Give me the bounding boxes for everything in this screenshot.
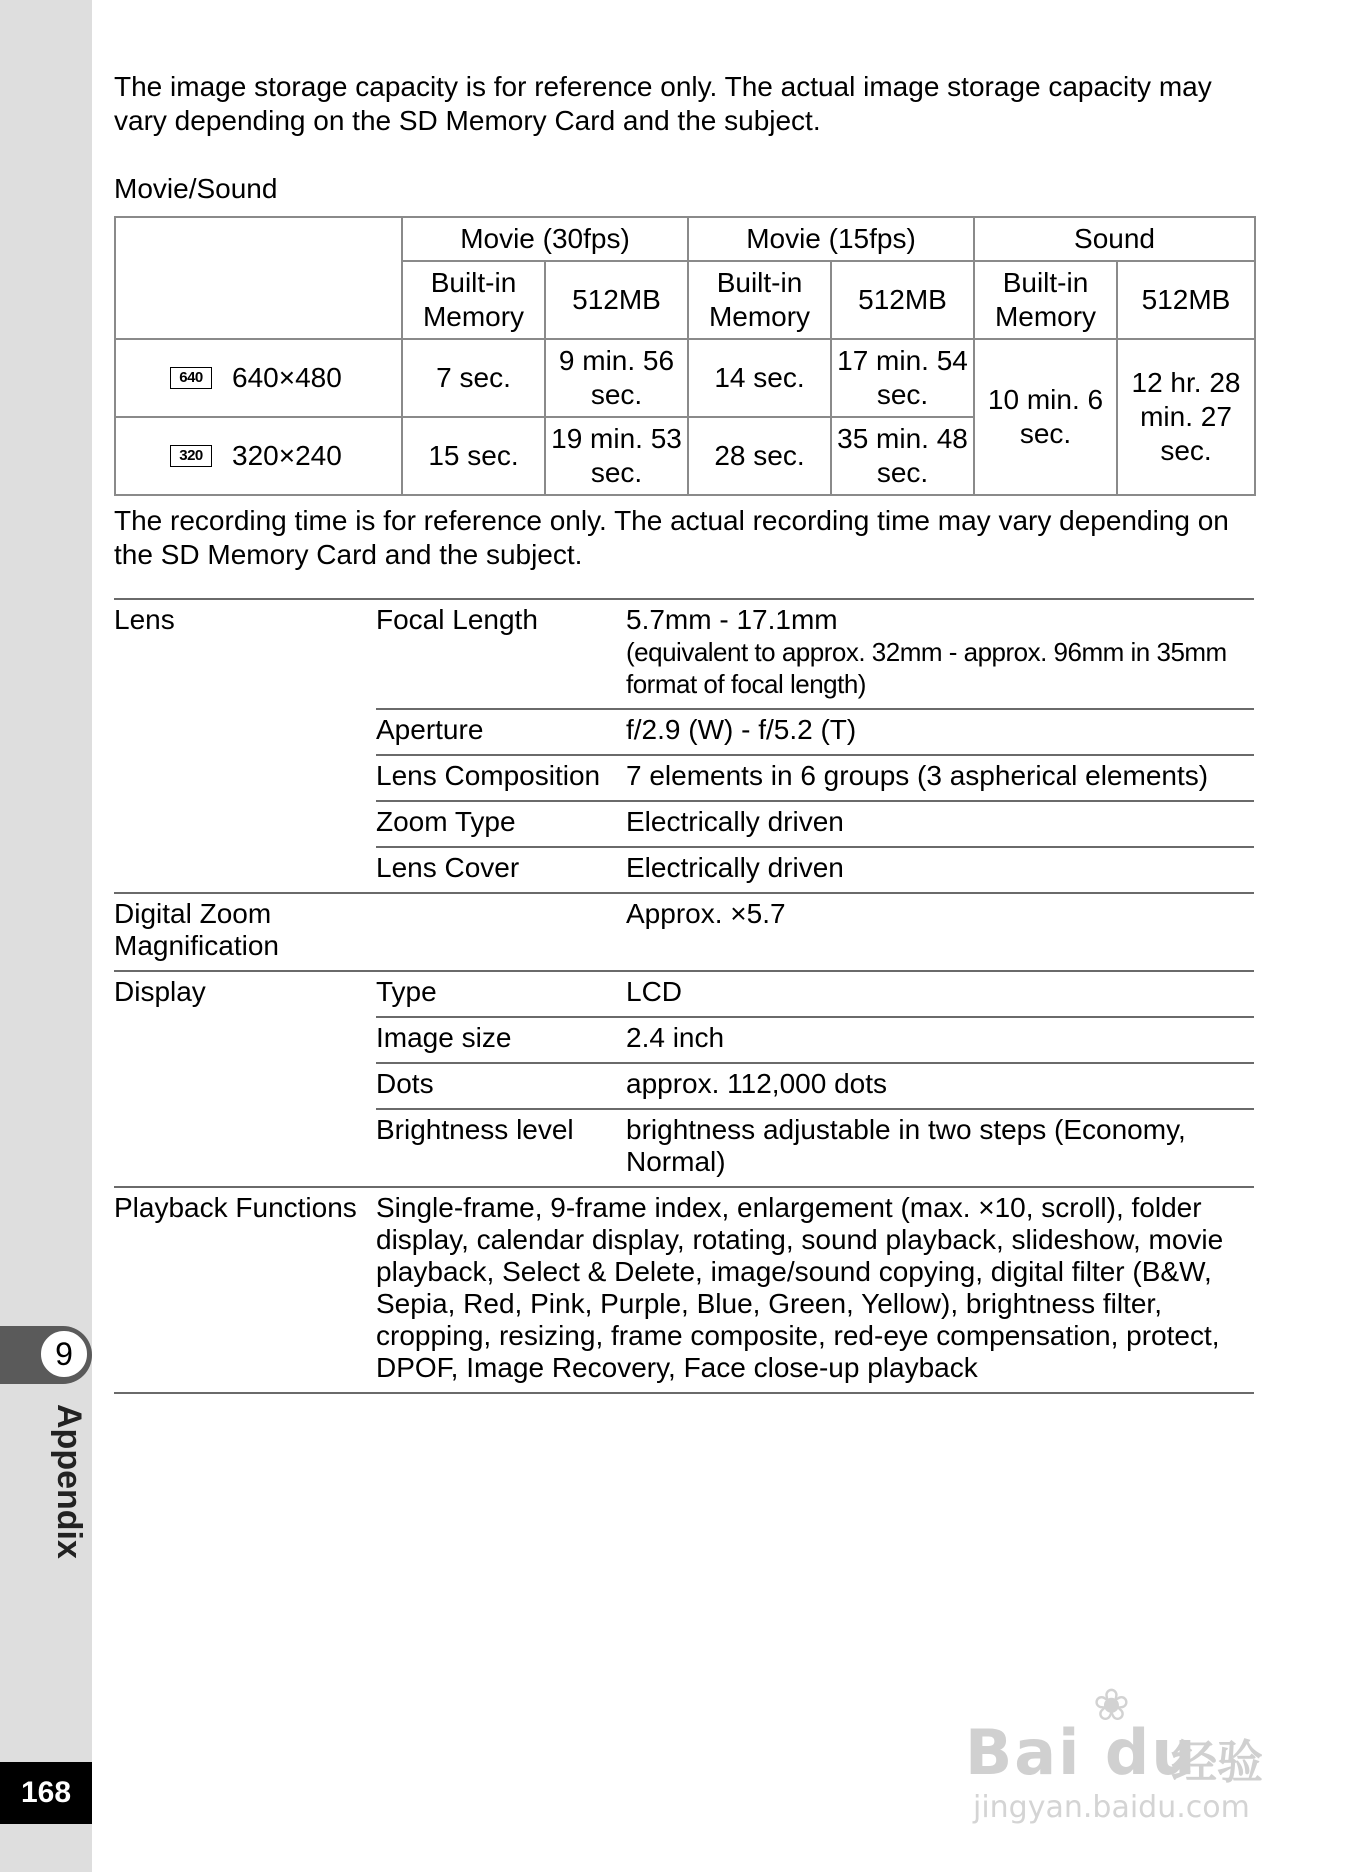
- spec-label-playback: Playback Functions: [114, 1187, 376, 1393]
- subheader-builtin: Built-in Memory: [974, 261, 1117, 339]
- spec-value-lens-composition: 7 elements in 6 groups (3 aspherical elements): [626, 755, 1254, 801]
- m15-builtin-cell: 14 sec.: [688, 339, 831, 417]
- spec-label-lens: Lens: [114, 599, 376, 709]
- watermark-brand: Bai du: [965, 1716, 1198, 1789]
- spec-value-focal-length: [626, 599, 1254, 709]
- table-corner: [115, 217, 402, 339]
- spec-sub-zoom-type: Zoom Type: [376, 801, 626, 847]
- resolution-640-icon: 640: [170, 367, 212, 389]
- subheader-512mb: 512MB: [831, 261, 974, 339]
- spec-sub-lens-composition: Lens Composition: [376, 755, 626, 801]
- spec-sub-aperture: Aperture: [376, 709, 626, 755]
- spec-row: [114, 801, 1254, 847]
- m30-512-cell: 19 min. 53 sec.: [545, 417, 688, 495]
- spec-value-zoom-type: Electrically driven: [626, 801, 1254, 847]
- spec-row: [114, 709, 1254, 755]
- resolution-cell: [115, 417, 402, 495]
- watermark-cn: 经验: [1171, 1735, 1263, 1789]
- spec-value-lens-cover: Electrically driven: [626, 847, 1254, 893]
- subheader-512mb: 512MB: [1117, 261, 1255, 339]
- spec-value-type: LCD: [626, 971, 1254, 1017]
- section-title: Movie/Sound: [114, 173, 278, 204]
- spec-label-digital-zoom: Digital Zoom Magnification: [114, 893, 376, 971]
- spec-row: [114, 847, 1254, 893]
- spec-row: [114, 1187, 1254, 1393]
- m15-builtin-cell: 28 sec.: [688, 417, 831, 495]
- baidu-watermark: [965, 1680, 1285, 1830]
- m15-512-cell: 35 min. 48 sec.: [831, 417, 974, 495]
- recording-note: The recording time is for reference only. The actual recording time may vary depending on the SD Memory Card and the subject.: [114, 505, 1229, 570]
- resolution-label: 640×480: [232, 362, 342, 393]
- spec-sub-type: Type: [376, 971, 626, 1017]
- spec-row: [114, 755, 1254, 801]
- spec-table: [114, 598, 1254, 1394]
- page-number: 168: [0, 1762, 92, 1824]
- spec-label-display: Display: [114, 971, 376, 1017]
- spec-row: [114, 599, 1254, 709]
- spec-value-playback: Single-frame, 9-frame index, enlargement (max. ×10, scroll), folder display, calendar display, rotating, sound playback, slideshow, movie playback, Select & Delete, image/sound copying, digital filter (B&W, Sepia, Red, Pink, Purple, Blue, Green, Yellow), brightness filter, cropping, resizing, frame composite, red-eye compensation, protect, DPOF, Image Recovery, Face close-up playback: [376, 1187, 1254, 1393]
- spec-row: [114, 1063, 1254, 1109]
- spec-sub-image-size: Image size: [376, 1017, 626, 1063]
- m30-512-cell: 9 min. 56 sec.: [545, 339, 688, 417]
- resolution-320-icon: 320: [170, 445, 212, 467]
- m30-builtin-cell: 15 sec.: [402, 417, 545, 495]
- header-sound: Sound: [974, 217, 1255, 261]
- chapter-number: 9: [39, 1329, 89, 1379]
- sound-512-cell: 12 hr. 28 min. 27 sec.: [1117, 339, 1255, 495]
- spec-value-dots: approx. 112,000 dots: [626, 1063, 1254, 1109]
- resolution-cell: [115, 339, 402, 417]
- m30-builtin-cell: 7 sec.: [402, 339, 545, 417]
- spec-value-brightness-level: brightness adjustable in two steps (Economy, Normal): [626, 1109, 1254, 1187]
- focal-length-value: 5.7mm - 17.1mm: [626, 604, 838, 635]
- chapter-label: Appendix: [50, 1404, 88, 1559]
- movie-sound-table: [114, 216, 1256, 496]
- spec-sub-dots: Dots: [376, 1063, 626, 1109]
- spec-row: [114, 1017, 1254, 1063]
- sound-builtin-cell: 10 min. 6 sec.: [974, 339, 1117, 495]
- spec-value-digital-zoom: Approx. ×5.7: [626, 893, 1254, 971]
- spec-row: [114, 1109, 1254, 1187]
- subheader-builtin: Built-in Memory: [688, 261, 831, 339]
- page-content: [114, 70, 1254, 1394]
- table-row: [115, 339, 1255, 417]
- spec-sub-brightness-level: Brightness level: [376, 1109, 626, 1187]
- subheader-builtin: Built-in Memory: [402, 261, 545, 339]
- m15-512-cell: 17 min. 54 sec.: [831, 339, 974, 417]
- spec-row: [114, 971, 1254, 1017]
- subheader-512mb: 512MB: [545, 261, 688, 339]
- header-movie-15fps: Movie (15fps): [688, 217, 974, 261]
- spec-value-aperture: f/2.9 (W) - f/5.2 (T): [626, 709, 1254, 755]
- storage-note: The image storage capacity is for reference only. The actual image storage capacity may vary depending on the SD Memory Card and the subject.: [114, 71, 1212, 136]
- spec-row: [114, 893, 1254, 971]
- header-movie-30fps: Movie (30fps): [402, 217, 688, 261]
- spec-sub-lens-cover: Lens Cover: [376, 847, 626, 893]
- watermark-url: jingyan.baidu.com: [973, 1790, 1250, 1825]
- spec-sub-focal-length: Focal Length: [376, 599, 626, 709]
- spec-value-image-size: 2.4 inch: [626, 1017, 1254, 1063]
- paw-icon: ❀: [1093, 1680, 1130, 1731]
- side-tab-bar: [0, 0, 92, 1872]
- resolution-label: 320×240: [232, 440, 342, 471]
- focal-length-note: (equivalent to approx. 32mm - approx. 96mm in 35mm format of focal length): [626, 637, 1227, 699]
